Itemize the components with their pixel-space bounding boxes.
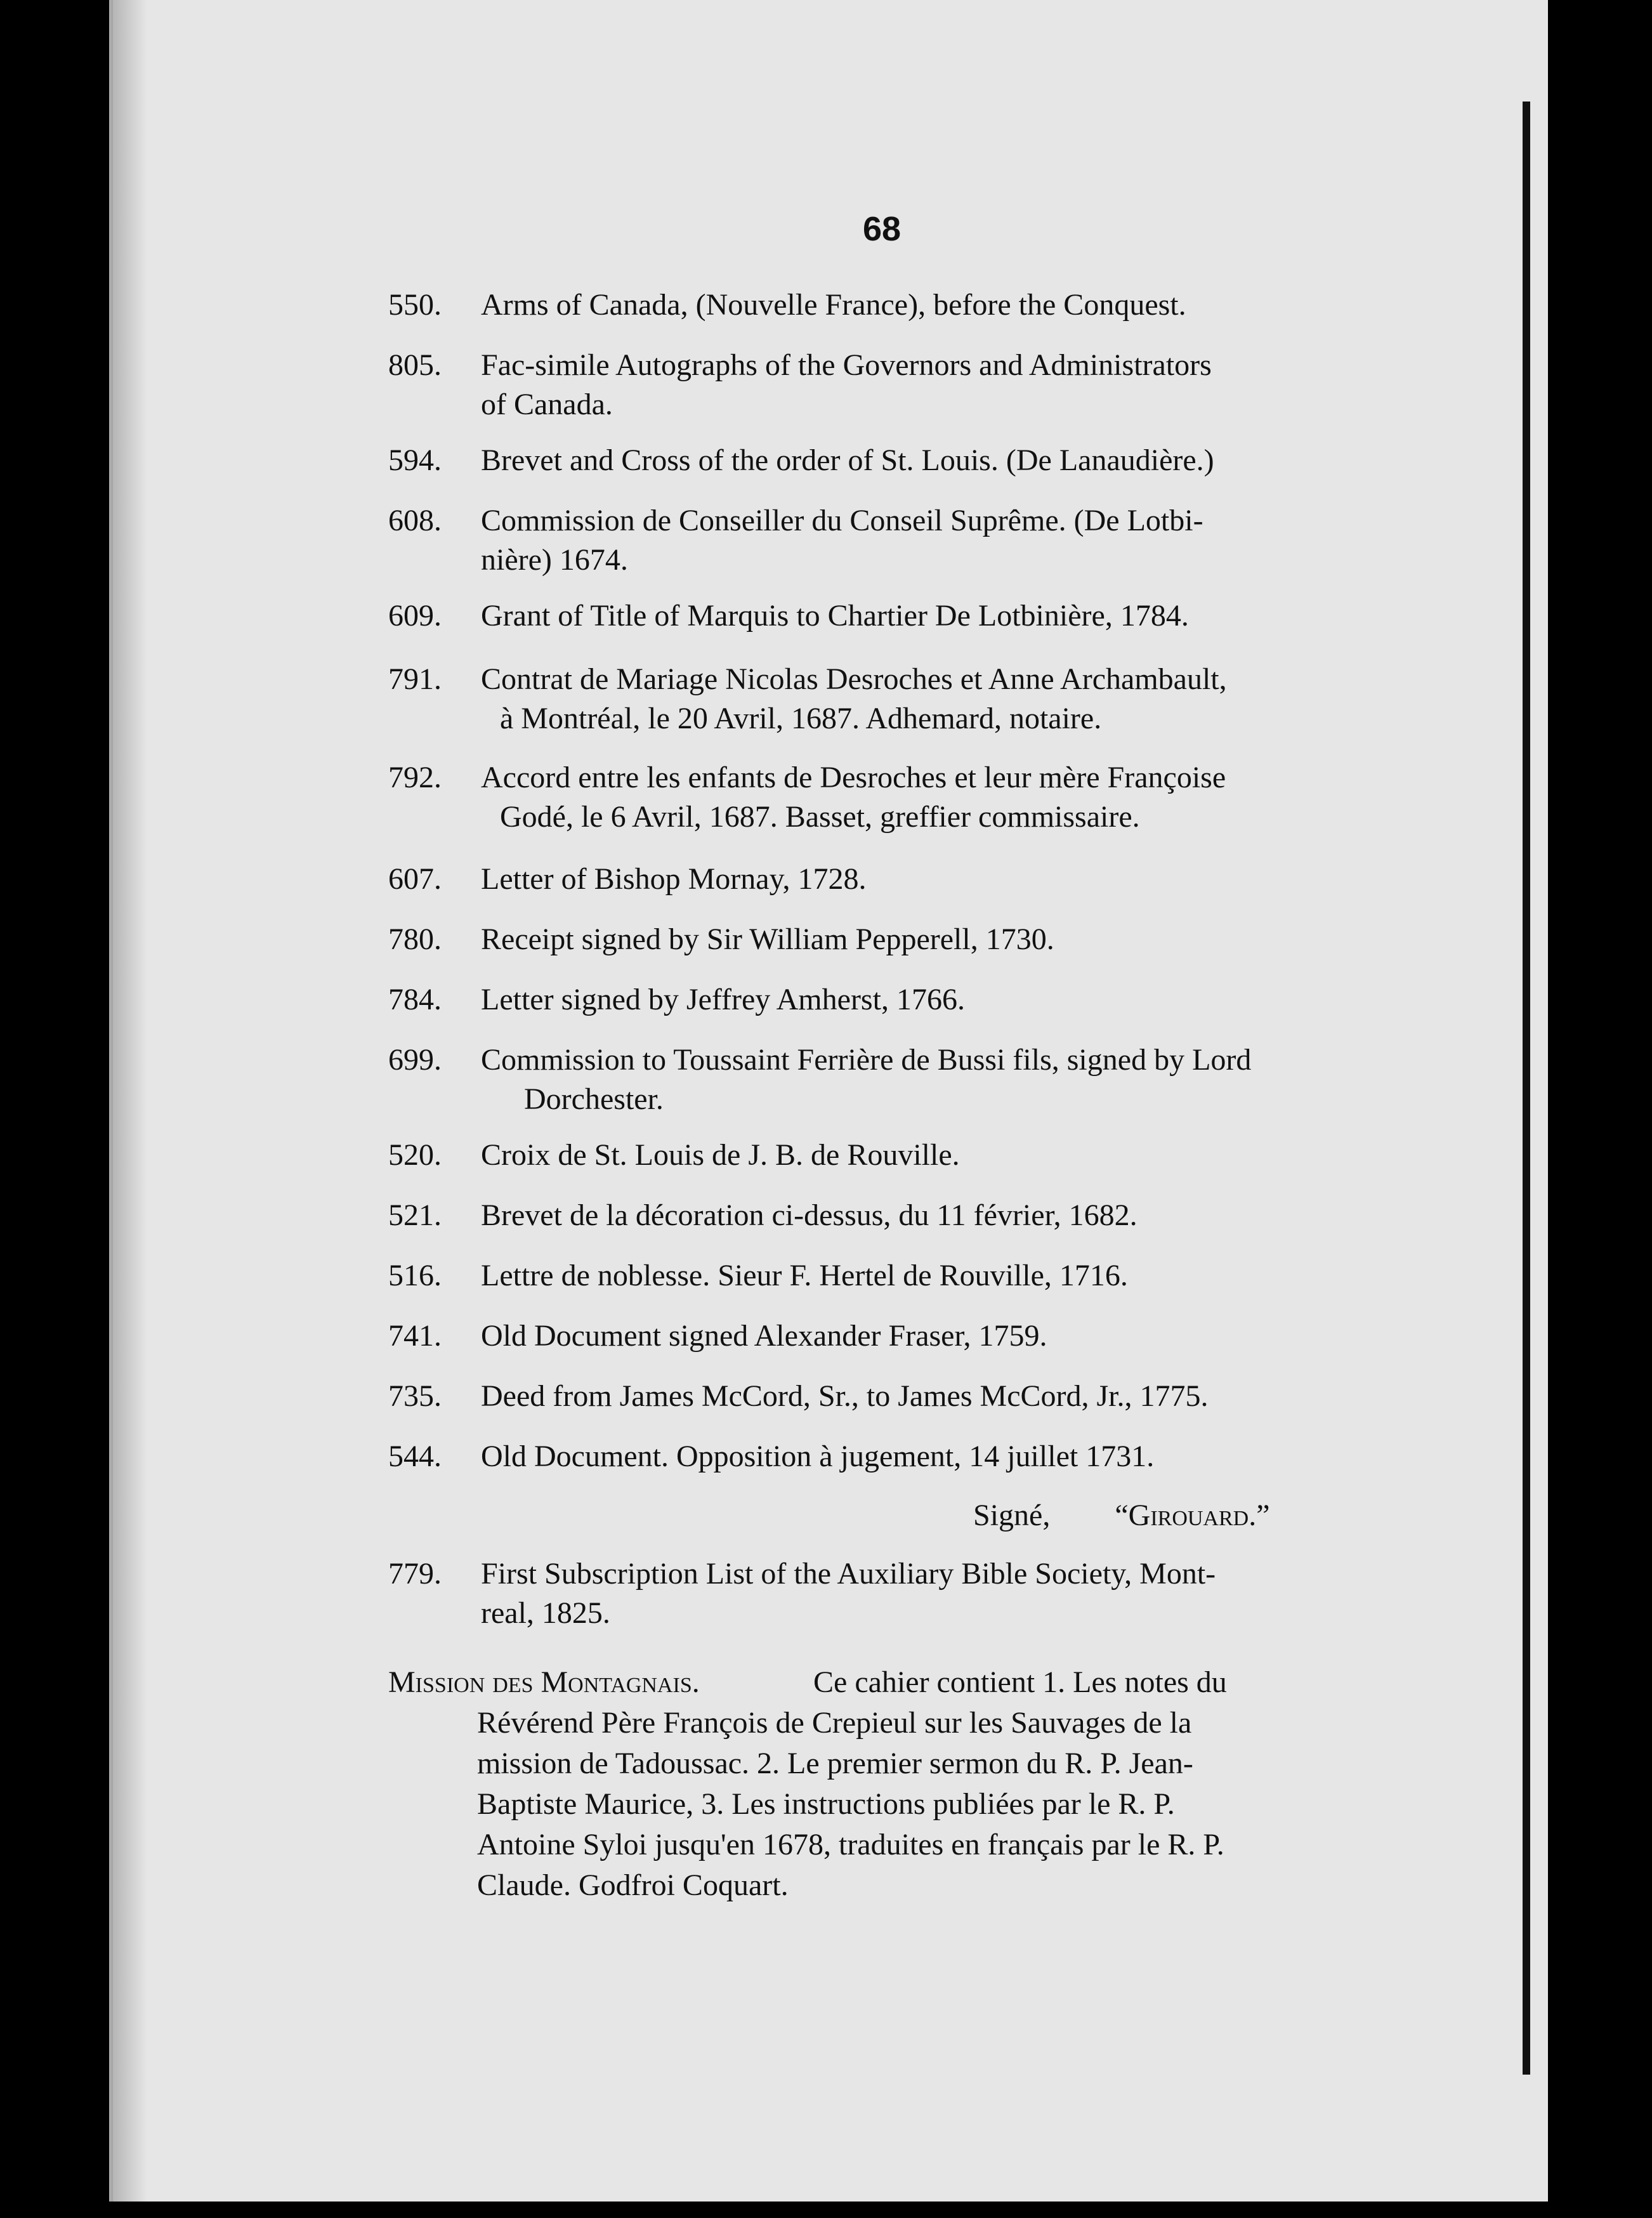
entry-number: 520. [388,1138,442,1172]
entry-text: Old Document. Opposition à jugement, 14 juillet 1731. [481,1440,1155,1473]
mission-line: Ce cahier contient 1. Les notes du [813,1665,1227,1699]
entry-number: 521. [388,1198,442,1232]
entry-text: Commission to Toussaint Ferrière de Bussi fils, signed by Lord [481,1043,1252,1077]
scanned-page [109,0,1548,2202]
mission-line: Révérend Père François de Crepieul sur les Sauvages de la [477,1706,1192,1740]
entry-text: Contrat de Mariage Nicolas Desroches et Anne Archambault, [481,662,1227,696]
entry-number: 516. [388,1259,442,1292]
entry-number: 735. [388,1379,442,1413]
entry-text: Brevet de la décoration ci-dessus, du 11 février, 1682. [481,1198,1137,1232]
entry-text: First Subscription List of the Auxiliary Bible Society, Mont- [481,1557,1216,1591]
page-edge [1523,102,1530,2075]
entry-number: 594. [388,443,442,477]
entry-number: 805. [388,348,442,382]
mission-line: Baptiste Maurice, 3. Les instructions publiées par le R. P. [477,1787,1175,1821]
signature-name: “Girouard.” [1115,1499,1270,1532]
entry-text-continuation: real, 1825. [481,1596,610,1630]
entry-text-continuation: à Montréal, le 20 Avril, 1687. Adhemard, notaire. [500,702,1102,735]
entry-text: Arms of Canada, (Nouvelle France), before the Conquest. [481,288,1186,322]
mission-line: Claude. Godfroi Coquart. [477,1868,789,1902]
mission-line: Antoine Syloi jusqu'en 1678, traduites en français par le R. P. [477,1828,1224,1861]
entry-text: Commission de Conseiller du Conseil Suprême. (De Lotbi- [481,504,1203,537]
entry-text: Grant of Title of Marquis to Chartier De Lotbinière, 1784. [481,599,1189,633]
entry-text: Lettre de noblesse. Sieur F. Hertel de Rouville, 1716. [481,1259,1128,1292]
entry-text: Deed from James McCord, Sr., to James McCord, Jr., 1775. [481,1379,1209,1413]
entry-number: 741. [388,1319,442,1353]
entry-number: 780. [388,922,442,956]
entry-text-continuation: Godé, le 6 Avril, 1687. Basset, greffier commissaire. [500,800,1140,834]
entry-text: Old Document signed Alexander Fraser, 1759. [481,1319,1047,1353]
entry-text-continuation: nière) 1674. [481,543,628,577]
entry-text: Fac-simile Autographs of the Governors and Administrators [481,348,1212,382]
entry-number: 608. [388,504,442,537]
entry-number: 607. [388,862,442,896]
entry-text-continuation: Dorchester. [524,1082,664,1116]
mission-line: mission de Tadoussac. 2. Le premier sermon du R. P. Jean- [477,1747,1193,1780]
entry-number: 544. [388,1440,442,1473]
entry-text: Letter of Bishop Mornay, 1728. [481,862,867,896]
entry-number: 784. [388,983,442,1016]
entry-text-continuation: of Canada. [481,388,613,421]
entry-number: 792. [388,761,442,794]
entry-text: Croix de St. Louis de J. B. de Rouville. [481,1138,960,1172]
entry-number: 779. [388,1557,442,1591]
spine-shadow [109,0,147,2202]
page-number: 68 [862,210,901,248]
signature-line [973,1496,1270,1535]
entry-text: Accord entre les enfants de Desroches et leur mère Françoise [481,761,1226,794]
entry-number: 699. [388,1043,442,1077]
entry-text: Receipt signed by Sir William Pepperell, 1730. [481,922,1054,956]
entry-text: Letter signed by Jeffrey Amherst, 1766. [481,983,965,1016]
signature-label: Signé, [973,1499,1051,1532]
entry-number: 791. [388,662,442,696]
mission-heading: Mission des Montagnais. [388,1665,700,1699]
entry-text: Brevet and Cross of the order of St. Louis. (De Lanaudière.) [481,443,1214,477]
entry-number: 550. [388,288,442,322]
entry-number: 609. [388,599,442,633]
